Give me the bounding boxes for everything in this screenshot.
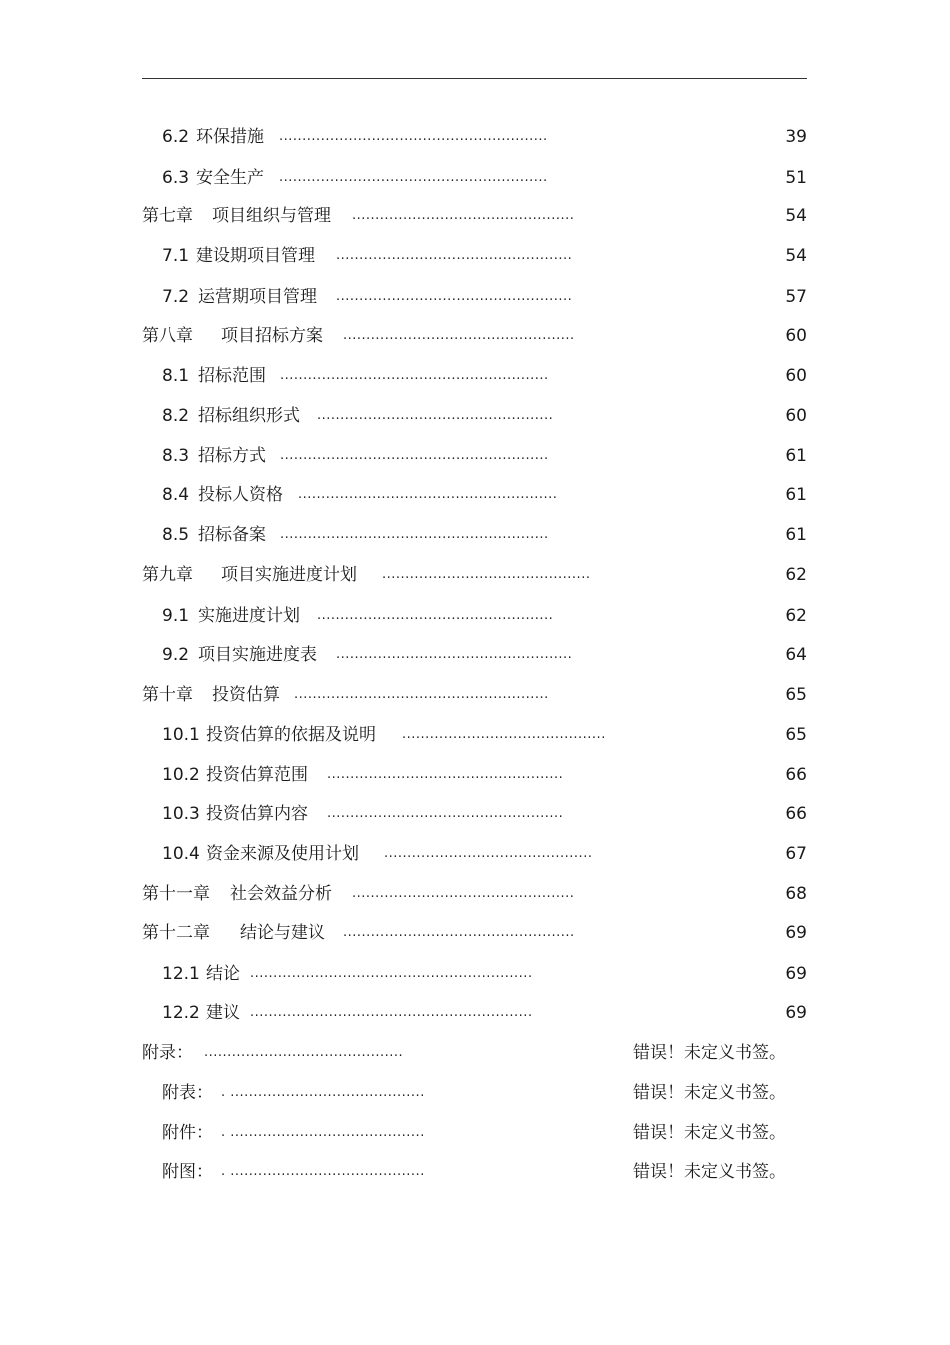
toc-leader: ...................................................: [327, 806, 564, 821]
toc-title: 招标范围: [198, 366, 266, 386]
toc-leader: .......................................................: [294, 687, 549, 702]
toc-leader: ...................................................: [317, 408, 554, 423]
toc-title: 招标备案: [198, 525, 266, 545]
toc-page: 65: [785, 685, 807, 705]
toc-entry[interactable]: [0, 244, 950, 268]
toc-entry[interactable]: [0, 921, 950, 945]
toc-page: 54: [785, 206, 807, 226]
bookmark-error: 错误！未定义书签。: [633, 1123, 786, 1143]
toc-number: 6.2: [162, 127, 190, 147]
toc-title: 项目实施进度计划: [221, 565, 357, 585]
toc-entry[interactable]: [0, 723, 950, 747]
toc-title: 结论: [206, 964, 240, 984]
toc-number: 8.2: [162, 406, 190, 426]
toc-title: 社会效益分析: [230, 884, 332, 904]
toc-number: 第七章: [142, 206, 193, 226]
toc-number: 6.3: [162, 168, 190, 188]
toc-page: 64: [785, 645, 807, 665]
toc-leader: .............................................................: [250, 1005, 533, 1020]
appendix-entry[interactable]: [0, 1121, 950, 1145]
toc-entry[interactable]: [0, 683, 950, 707]
toc-entry[interactable]: [0, 842, 950, 866]
toc-title: 项目招标方案: [221, 326, 323, 346]
toc-leader: ............................................: [402, 727, 606, 742]
appendix-leader: . ..........................................: [221, 1164, 425, 1179]
toc-entry[interactable]: [0, 643, 950, 667]
toc-number: 10.3: [162, 804, 200, 824]
toc-number: 12.1: [162, 964, 200, 984]
appendix-title: 附录：: [142, 1043, 193, 1063]
toc-title: 招标组织形式: [198, 406, 300, 426]
toc-entry[interactable]: [0, 563, 950, 587]
toc-leader: ..........................................................: [280, 368, 549, 383]
bookmark-error: 错误！未定义书签。: [633, 1162, 786, 1182]
toc-entry[interactable]: [0, 1001, 950, 1025]
toc-number: 第八章: [142, 326, 193, 346]
toc-number: 10.2: [162, 765, 200, 785]
toc-page: 66: [785, 765, 807, 785]
toc-entry[interactable]: [0, 404, 950, 428]
toc-page: 62: [785, 565, 807, 585]
toc-page: 60: [785, 326, 807, 346]
toc-title: 运营期项目管理: [198, 287, 317, 307]
toc-leader: ..........................................................: [279, 129, 548, 144]
toc-title: 结论与建议: [240, 923, 325, 943]
appendix-title: 附件：: [162, 1123, 213, 1143]
toc-leader: ..........................................................: [280, 448, 549, 463]
toc-page: 51: [785, 168, 807, 188]
toc-title: 安全生产: [196, 168, 264, 188]
toc-title: 项目组织与管理: [212, 206, 331, 226]
toc-leader: ................................................: [352, 208, 575, 223]
toc-leader: ..........................................................: [280, 527, 549, 542]
toc-leader: .............................................................: [250, 966, 533, 981]
toc-number: 12.2: [162, 1003, 200, 1023]
toc-title: 建设期项目管理: [196, 246, 315, 266]
toc-page: 68: [785, 884, 807, 904]
toc-title: 项目实施进度表: [198, 645, 317, 665]
appendix-entry[interactable]: [0, 1160, 950, 1184]
toc-number: 10.4: [162, 844, 200, 864]
toc-number: 第九章: [142, 565, 193, 585]
toc-leader: ...................................................: [327, 767, 564, 782]
toc-title: 投资估算范围: [206, 765, 308, 785]
toc-entry[interactable]: [0, 763, 950, 787]
toc-number: 8.5: [162, 525, 190, 545]
toc-number: 8.3: [162, 446, 190, 466]
toc-leader: ..................................................: [343, 328, 575, 343]
bookmark-error: 错误！未定义书签。: [633, 1083, 786, 1103]
toc-number: 第十二章: [142, 923, 210, 943]
toc-leader: ........................................................: [298, 487, 558, 502]
toc-entry[interactable]: [0, 962, 950, 986]
toc-title: 资金来源及使用计划: [206, 844, 359, 864]
toc-leader: ...................................................: [336, 647, 573, 662]
toc-title: 投标人资格: [198, 485, 283, 505]
toc-page: 66: [785, 804, 807, 824]
toc-number: 8.4: [162, 485, 190, 505]
toc-number: 7.1: [162, 246, 190, 266]
toc-page: 60: [785, 406, 807, 426]
appendix-entry[interactable]: [0, 1081, 950, 1105]
appendix-leader: . ..........................................: [221, 1085, 425, 1100]
toc-entry[interactable]: [0, 523, 950, 547]
toc-page: 69: [785, 923, 807, 943]
toc-number: 7.2: [162, 287, 190, 307]
toc-page: 54: [785, 246, 807, 266]
toc-page: 61: [785, 525, 807, 545]
toc-page: 61: [785, 446, 807, 466]
toc-entry[interactable]: [0, 483, 950, 507]
toc-title: 建议: [206, 1003, 240, 1023]
toc-page: 39: [785, 127, 807, 147]
toc-entry[interactable]: [0, 802, 950, 826]
toc-leader: ................................................: [352, 886, 575, 901]
toc-page: 57: [785, 287, 807, 307]
toc-title: 实施进度计划: [198, 606, 300, 626]
toc-title: 投资估算: [212, 685, 280, 705]
toc-leader: ...................................................: [336, 248, 573, 263]
toc-leader: .............................................: [382, 567, 591, 582]
appendix-leader: ...........................................: [204, 1045, 404, 1060]
toc-entry[interactable]: [0, 444, 950, 468]
toc-entry[interactable]: [0, 166, 950, 190]
toc-entry[interactable]: [0, 204, 950, 228]
toc-page: 67: [785, 844, 807, 864]
toc-entry[interactable]: [0, 285, 950, 309]
toc-leader: ..................................................: [343, 925, 575, 940]
appendix-title: 附表：: [162, 1083, 213, 1103]
toc-leader: .............................................: [384, 846, 593, 861]
toc-number: 8.1: [162, 366, 190, 386]
appendix-entry[interactable]: [0, 1041, 950, 1065]
toc-title: 环保措施: [196, 127, 264, 147]
toc-leader: ...................................................: [336, 289, 573, 304]
toc-entry[interactable]: [0, 882, 950, 906]
toc-entry[interactable]: [0, 604, 950, 628]
toc-entry[interactable]: [0, 125, 950, 149]
toc-number: 第十章: [142, 685, 193, 705]
toc-page: 62: [785, 606, 807, 626]
toc-title: 投资估算的依据及说明: [206, 725, 376, 745]
toc-page: 69: [785, 964, 807, 984]
appendix-leader: . ..........................................: [221, 1125, 425, 1140]
toc-entry[interactable]: [0, 364, 950, 388]
toc-title: 招标方式: [198, 446, 266, 466]
toc-page: 60: [785, 366, 807, 386]
toc-number: 9.2: [162, 645, 190, 665]
appendix-title: 附图：: [162, 1162, 213, 1182]
bookmark-error: 错误！未定义书签。: [633, 1043, 786, 1063]
toc-page: 61: [785, 485, 807, 505]
toc-number: 9.1: [162, 606, 190, 626]
toc-page: 65: [785, 725, 807, 745]
toc-title: 投资估算内容: [206, 804, 308, 824]
toc-entry[interactable]: [0, 324, 950, 348]
toc-number: 第十一章: [142, 884, 210, 904]
toc-page: 69: [785, 1003, 807, 1023]
toc-leader: ..........................................................: [279, 170, 548, 185]
toc-number: 10.1: [162, 725, 200, 745]
toc-leader: ...................................................: [317, 608, 554, 623]
